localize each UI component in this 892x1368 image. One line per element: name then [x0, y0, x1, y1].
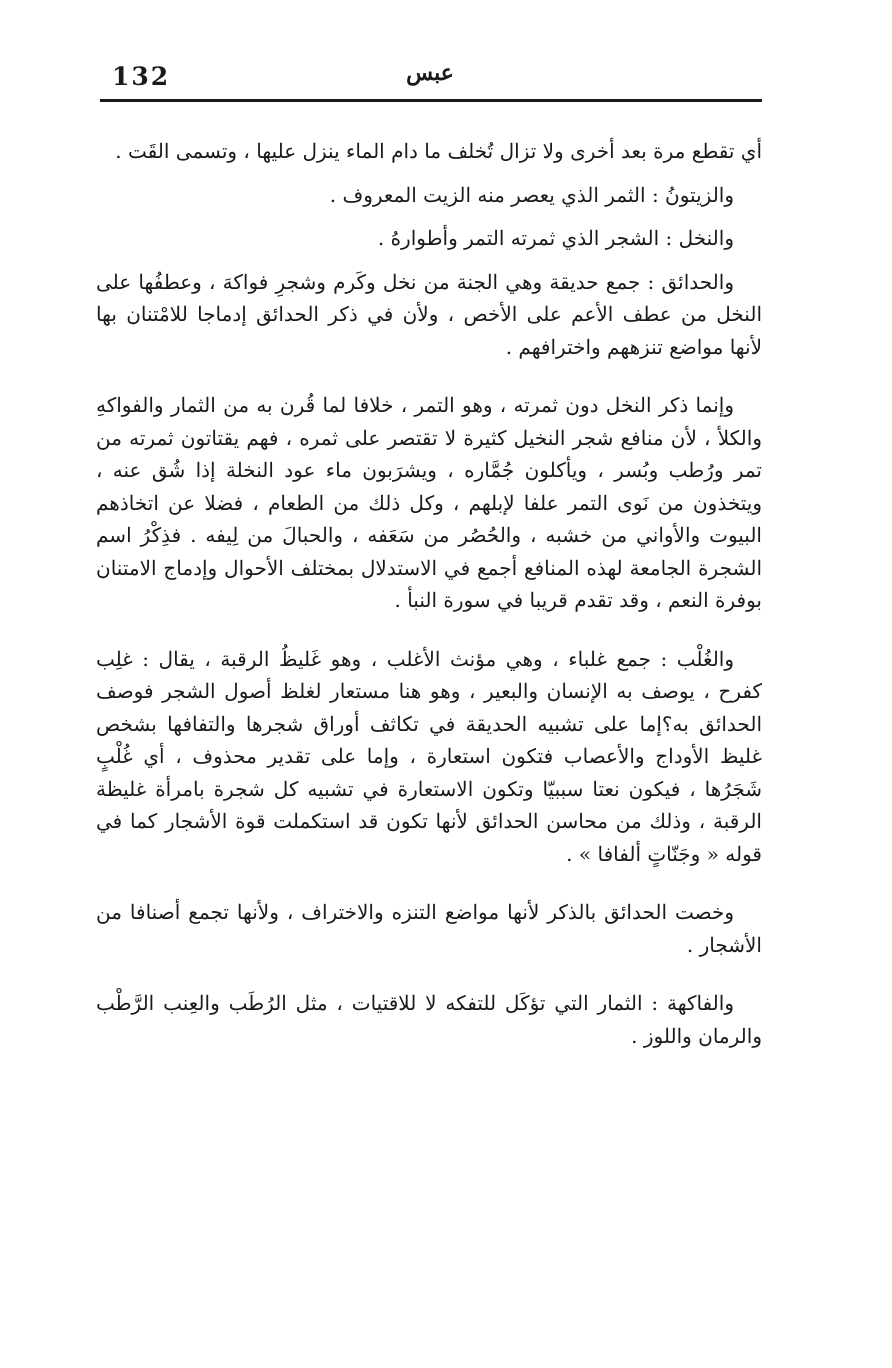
paragraph-zaytun: والزيتونُ : الثمر الذي يعصر منه الزيت المعروف .	[329, 182, 734, 207]
paragraph-hadaiq-specified: وخصت الحدائق بالذكر لأنها مواضع التنزه والاختراف ، ولأنها تجمع أصنافا من الأشجار .	[96, 900, 762, 957]
paragraph-ghulb: والغُلْب : جمع غلباء ، وهي مؤنث الأغلب ، وهو غَليظُ الرقبة ، يقال : غلِب كفرح ، يوصف به الإنسان والبعير ، وهو هنا مستعار لغلظ أصول الشجر فوصف الحدائق به؟إما على تشبيه الحديقة في تكاثف أوراق شجرها والتفافها بشخص غليظ الأوداج والأعصاب فتكون استعارة ، وإما على تقدير محذوف ، أي غُلْبٍ شَجَرُها ، فيكون نعتا سببيّا وتكون الاستعارة في تشبيه كل شجرة بامرأة غليظة الرقبة ، وذلك من محاسن الحدائق لأنها تكون قد استكملت قوة الأشجار كما في قوله « وجَنّاتٍ ألفافا » .	[96, 646, 762, 866]
paragraph-hadaiq: والحدائق : جمع حديقة وهي الجنة من نخل وكَرم وشجرِ فواكهَ ، وعطفُها على النخل من عطف الأعم على الأخص ، ولأن في ذكر الحدائق إدماجا للامْتنان بها لأنها مواضع تنزههم واخترافهم .	[96, 269, 762, 359]
running-title: عبس	[406, 60, 454, 86]
header-divider	[100, 99, 762, 102]
paragraph-fakiha: والفاكهة : الثمار التي تؤكَل للتفكه لا للاقتيات ، مثل الرُطَب والعِنب الرَّطْب والرمان واللوز .	[96, 991, 762, 1048]
paragraph-continuation: أي تقطع مرة بعد أخرى ولا تزال تُخلف ما دام الماء ينزل عليها ، وتسمى القَت .	[115, 139, 762, 163]
page-header	[100, 58, 762, 98]
paragraph-nakhl: والنخل : الشجر الذي ثمرته التمر وأطوارهُ .	[377, 226, 734, 250]
paragraph-nakhl-explanation: وإنما ذكر النخل دون ثمرته ، وهو التمر ، خلافا لما قُرن به من الثمار والفواكهِ والكلأ ، لأن منافع شجر النخيل كثيرة لا تقتصر على ثمره ، فهم يقتاتون ثمرته من تمر ورُطب وبُسر ، ويأكلون جُمَّاره ، ويشرَبون ماء عود النخلة إذا شُق عنه ، ويتخذون من نَوى التمر علفا لإبلهم ، وكل ذلك من الطعام ، فضلا عن اتخاذهم البيوت والأواني من خشبه ، والحُصُر من سَعَفه ، والحبالَ من لِيفه . فذِكْرُ اسم الشجرة الجامعة لهذه المنافع أجمع في الاستدلال بمختلف الأحوال وإدماج الامتنان بوفرة النعم ، وقد تقدم قريبا في سورة النبأ .	[96, 393, 762, 612]
page-number: 132	[112, 62, 171, 91]
page-body	[96, 135, 762, 1052]
